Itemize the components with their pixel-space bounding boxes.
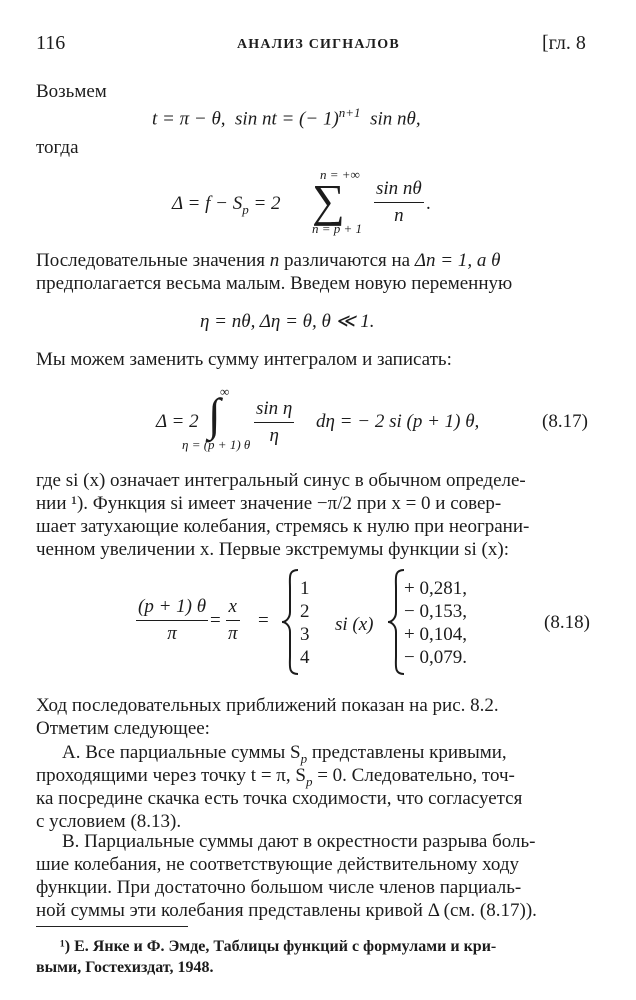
- itemA-line2-end: = 0. Следовательно, точ-: [312, 765, 515, 786]
- col1-val-3: 4: [300, 647, 310, 668]
- integral-sign: ∫: [208, 389, 221, 440]
- sum-upper-limit: n = +∞: [320, 167, 360, 182]
- itemA-line1-end: представлены кривыми,: [307, 742, 507, 763]
- sum-lower-limit: n = p + 1: [312, 221, 363, 236]
- integral-upper-limit: ∞: [220, 384, 230, 399]
- col2-val-1: − 0,153,: [404, 601, 467, 622]
- col2-val-2: + 0,104,: [404, 624, 467, 645]
- itemB-line3: функции. При достаточно большом числе членов парциаль-: [36, 877, 522, 898]
- para4-line2: Отметим следующее:: [36, 718, 210, 739]
- eq-delta-lhs: [172, 193, 281, 218]
- chapter-ref: [гл. 8: [542, 32, 586, 54]
- itemA-line2-text: проходящими через точку t = π, S: [36, 765, 306, 786]
- intro-then: тогда: [36, 137, 79, 158]
- eq-818-num2: x: [228, 596, 237, 617]
- footnote-line2: выми, Гостехиздат, 1948.: [36, 959, 214, 976]
- para1-line1-b: различаются на: [284, 250, 411, 271]
- para1-line2: предполагается весьма малым. Введем новую переменную: [36, 273, 513, 294]
- eq-delta-den: n: [394, 205, 404, 226]
- equation-substitution: [152, 105, 421, 130]
- eq-delta-eq2: = 2: [253, 193, 281, 214]
- eq-818-frac2: [226, 596, 240, 645]
- para3-line1: где si (x) означает интегральный синус в обычном определе-: [36, 470, 526, 491]
- eq-delta-lhs-sub: p: [242, 201, 249, 217]
- running-title: АНАЛИЗ СИГНАЛОВ: [237, 37, 400, 52]
- itemA-line1-sub: p: [300, 750, 308, 766]
- eq-818-den: π: [167, 623, 177, 644]
- itemA-line2-sub: p: [305, 773, 313, 789]
- para1-dn: Δn = 1, а θ: [414, 250, 501, 271]
- itemB-line2: шие колебания, не соответствующие действительному ходу: [36, 854, 519, 875]
- eq-817-den: η: [269, 425, 279, 446]
- para3-line3: шает затухающие колебания, стремясь к нулю при неограни-: [36, 516, 530, 537]
- footnote-line1: ¹) Е. Янке и Ф. Эмде, Таблицы функций с формулами и кри-: [60, 938, 497, 955]
- eq-sub-mid: sin nt = (− 1): [235, 108, 339, 130]
- eq-delta-lhs-text: Δ = f − S: [172, 193, 243, 214]
- eq-sub-lhs: t = π − θ,: [152, 108, 226, 130]
- col2-val-0: + 0,281,: [404, 578, 467, 599]
- eq-817-lhs: Δ = 2: [156, 411, 199, 432]
- col1-val-0: 1: [300, 578, 310, 599]
- footnote-rule: [36, 926, 188, 927]
- itemB-line4: ной суммы эти колебания представлены кривой Δ (см. (8.17)).: [36, 900, 537, 921]
- itemA-line1-text: А. Все парциальные суммы S: [62, 742, 301, 763]
- eq-818-label: (8.18): [544, 612, 590, 633]
- eq-817-fraction: [254, 398, 294, 447]
- eq-delta-end: .: [426, 193, 431, 214]
- eq-818-si: si (x): [335, 614, 374, 635]
- eq-818-eq2: =: [258, 610, 269, 631]
- col2-val-3: − 0,079.: [404, 647, 467, 668]
- itemB-line1: В. Парциальные суммы дают в окрестности разрыва боль-: [62, 831, 536, 852]
- para1-line1-a: Последовательные значения: [36, 250, 266, 271]
- para2-line1: Мы можем заменить сумму интегралом и записать:: [36, 349, 452, 370]
- eq-sub-rhs: sin nθ,: [370, 108, 421, 130]
- itemA-line4: с условием (8.13).: [36, 811, 182, 832]
- eq-sub-exp: n+1: [338, 105, 361, 120]
- eq-818-frac1: [136, 596, 208, 645]
- para3-line4: ченном увеличении x. Первые экстремумы функции si (x):: [36, 539, 509, 560]
- equation-eta: η = nθ, Δη = θ, θ ≪ 1.: [200, 311, 375, 332]
- eq-818-num: (p + 1) θ: [138, 596, 207, 617]
- intro-take: Возьмем: [36, 81, 107, 102]
- col1-val-1: 2: [300, 601, 310, 622]
- para4-line1: Ход последовательных приближений показан на рис. 8.2.: [36, 695, 499, 716]
- page-number: 116: [36, 32, 66, 54]
- integral-lower-limit: η = (p + 1) θ: [182, 437, 251, 452]
- eq-818-den2: π: [228, 623, 238, 644]
- col1-val-2: 3: [300, 624, 310, 645]
- para1-line1: [36, 249, 500, 272]
- itemA-line3: ка посредине скачка есть точка сходимости, что согласуется: [36, 788, 523, 809]
- eq-delta-num: sin nθ: [376, 178, 422, 199]
- eq-817-label: (8.17): [542, 411, 588, 432]
- para1-n: n: [269, 250, 280, 271]
- eq-817-rhs: dη = − 2 si (p + 1) θ,: [316, 411, 480, 432]
- eq-delta-fraction: [374, 178, 424, 227]
- left-brace-1: [280, 568, 302, 676]
- sum-sign: ∑: [312, 175, 345, 226]
- para3-line2: нии ¹). Функция si имеет значение −π/2 при x = 0 и совер-: [36, 493, 502, 514]
- eq-817-num: sin η: [256, 398, 293, 419]
- eq-818-eq1: =: [210, 610, 221, 631]
